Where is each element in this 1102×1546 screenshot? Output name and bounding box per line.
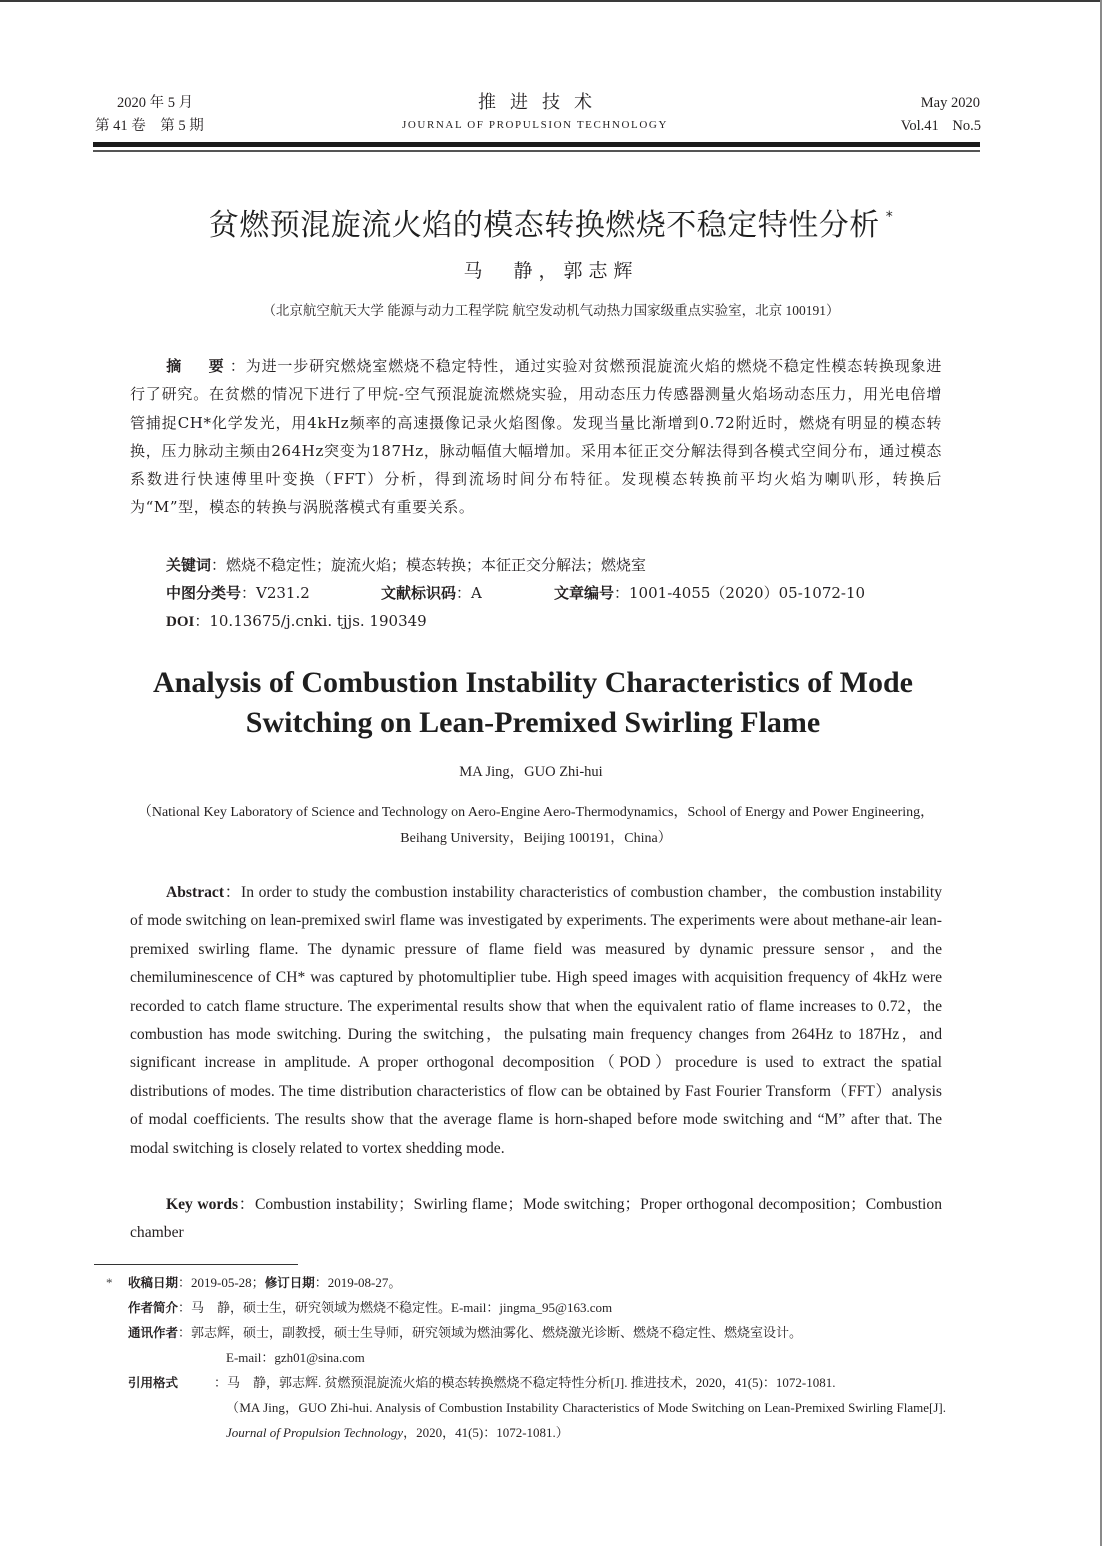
paper-title-en: [0, 663, 1066, 743]
paper-title-cn: [0, 195, 1102, 248]
citation-en: [226, 1395, 946, 1445]
keywords-en-text: ：Combustion instability；Swirling flame；Mode switching；Proper orthogonal decomposition；Combustion chamber: [130, 1196, 942, 1242]
keywords-en: [130, 1191, 942, 1248]
corr-email[interactable]: E-mail：gzh01@sina.com: [226, 1350, 365, 1365]
footnote-citation: [106, 1370, 946, 1445]
document-code: [381, 579, 554, 607]
article-number: [554, 579, 865, 607]
metadata-cn: [166, 551, 865, 636]
header-rule-thin: [93, 150, 980, 152]
footnote-rule: [94, 1264, 298, 1265]
clc-number: [166, 579, 381, 607]
bio-label: 作者简介: [128, 1300, 179, 1315]
citation-en-text: （MA Jing，GUO Zhi-hui. Analysis of Combustion Instability Characteristics of Mode Switching on Lean-Premixed Swirling Flame[J].: [226, 1400, 946, 1415]
doi-row: [166, 607, 865, 636]
doi-label: DOI: [166, 614, 195, 630]
affiliation-en: （National Key Laboratory of Science and Technology on Aero-Engine Aero-Thermodynamics，School of Energy and Power Engineering，Beihang University，Beijing 100191，China）: [137, 805, 935, 846]
abstract-cn-text: ：为进一步研究燃烧室燃烧不稳定特性，通过实验对贫燃预混旋流火焰的燃烧不稳定性模态转换现象进行了研究。在贫燃的情况下进行了甲烷-空气预混旋流燃烧实验，用动态压力传感器测量火焰场动态压力，用光电倍增管捕捉CH*化学发光，用4kHz频率的高速摄像记录火焰图像。发现当量比渐增到0.72附近时，燃烧有明显的模态转换，压力脉动主频由264Hz突变为187Hz，脉动幅值大幅增加。采用本征正交分解法得到各模式空间分布，通过模态系数进行快速傅里叶变换（FFT）分析，得到流场时间分布特征。发现模态转换前平均火焰为喇叭形，转换后为“M”型，模态的转换与涡脱落模式有重要关系。: [130, 357, 942, 517]
abstract-en: [130, 879, 942, 1163]
received-value: ：2019-05-28；: [178, 1275, 265, 1290]
corr-label: 通讯作者: [128, 1325, 179, 1340]
corr-value: ：郭志辉，硕士，副教授，硕士生导师，研究领域为燃油雾化、燃烧激光诊断、燃烧不稳定性、燃烧室设计。: [178, 1325, 803, 1340]
footnote-corr-email: [106, 1345, 946, 1370]
abstract-cn: [130, 352, 942, 522]
authors-en: MA Jing，GUO Zhi-hui: [459, 764, 603, 780]
article-no-value: ：1001-4055（2020）05-1072-10: [614, 584, 866, 602]
citation-journal: Journal of Propulsion Technology: [226, 1425, 404, 1440]
doc-code-value: ：A: [456, 584, 482, 602]
citation-en-tail: ，2020，41(5)：1072-1081.）: [403, 1425, 569, 1440]
doc-code-label: 文献标识码: [381, 584, 457, 602]
doi-value[interactable]: ：10.13675/j.cnki. tjjs. 190349: [194, 612, 427, 630]
clc-label: 中图分类号: [166, 584, 242, 602]
footnote-corresponding: [106, 1320, 946, 1345]
classification-row: [166, 579, 865, 607]
bio-value: ：马 静，硕士生，研究领域为燃烧不稳定性。E-mail：jingma_95@163.com: [178, 1300, 613, 1315]
abstract-cn-label: 摘 要: [166, 357, 230, 375]
authors-cn: 马 静，郭志辉: [463, 260, 639, 282]
keywords-cn-text: ：燃烧不稳定性；旋流火焰；模态转换；本征正交分解法；燃烧室: [211, 556, 647, 574]
footnotes: [106, 1270, 946, 1445]
footnote-dates: [106, 1270, 946, 1295]
page-border-top: [0, 0, 1102, 2]
journal-name-en: JOURNAL OF PROPULSION TECHNOLOGY: [401, 119, 669, 131]
keywords-en-label: Key words: [166, 1196, 239, 1213]
revised-label: 修订日期: [264, 1275, 315, 1290]
cite-label: 引用格式: [128, 1375, 179, 1390]
footnote-spacer: [106, 1320, 128, 1345]
article-no-label: 文章编号: [554, 584, 615, 602]
header-volume-en: Vol.41 No.5: [900, 118, 981, 134]
paper-title-en-line1: Analysis of Combustion Instability Characteristics of Mode: [152, 666, 913, 699]
footnote-bio: [106, 1295, 946, 1320]
header-rule-thick: [93, 142, 980, 147]
footnote-spacer: [106, 1295, 128, 1320]
citation-cn: ：马 静，郭志辉. 贫燃预混旋流火焰的模态转换燃烧不稳定特性分析[J]. 推进技术，2020，41(5)：1072-1081.: [214, 1375, 836, 1390]
revised-value: ：2019-08-27。: [314, 1275, 402, 1290]
clc-value: ：V231.2: [241, 584, 310, 602]
keywords-cn: [166, 551, 865, 579]
header-date-en: May 2020: [920, 95, 980, 111]
received-label: 收稿日期: [128, 1275, 179, 1290]
footnote-star: *: [106, 1275, 113, 1290]
paper-title-cn-text: 贫燃预混旋流火焰的模态转换燃烧不稳定特性分析: [208, 208, 880, 243]
paper-title-en-line2: Switching on Lean-Premixed Swirling Flame: [245, 706, 821, 739]
abstract-en-text: ：In order to study the combustion instability characteristics of combustion chamber，the combustion instability of mode switching on lean-premixed swirl flame was investigated by experiments. The experiments were about methane-air lean-premixed swirling flame. The dynamic pressure of flame field was measured by dynamic pressure sensor，and the chemiluminescence of CH* was captured by photomultiplier tube. High speed images with acquisition frequency of 4kHz were recorded to catch flame structure. The experimental results show that when the equivalent ratio of flame increases to 0.72，the combustion has mode switching. During the switching，the pulsating main frequency changes from 264Hz to 187Hz，and significant increase in amplitude. A proper orthogonal decomposition（POD）procedure is used to extract the spatial distributions of modes. The time distribution characteristics of flow can be obtained by Fast Fourier Transform（FFT）analysis of modal coefficients. The results show that the average flame is horn-shaped before mode switching and “M” after that. The modal switching is closely related to vortex shedding mode.: [130, 884, 942, 1157]
citation-body: [214, 1370, 946, 1445]
journal-name-cn: 推进技术: [478, 92, 606, 112]
abstract-en-label: Abstract: [166, 884, 225, 901]
footnote-spacer: [106, 1370, 128, 1445]
header-date-cn: 2020 年 5 月: [117, 95, 194, 111]
header-issue-en: [901, 92, 980, 138]
header-volume-cn: 第 41 卷 第 5 期: [95, 118, 204, 134]
affiliation-cn: （北京航空航天大学 能源与动力工程学院 航空发动机气动热力国家级重点实验室，北京 100191）: [262, 303, 840, 318]
footnote-spacer: [106, 1345, 128, 1370]
keywords-cn-label: 关键词: [166, 556, 212, 574]
title-footnote-mark[interactable]: *: [885, 209, 894, 225]
